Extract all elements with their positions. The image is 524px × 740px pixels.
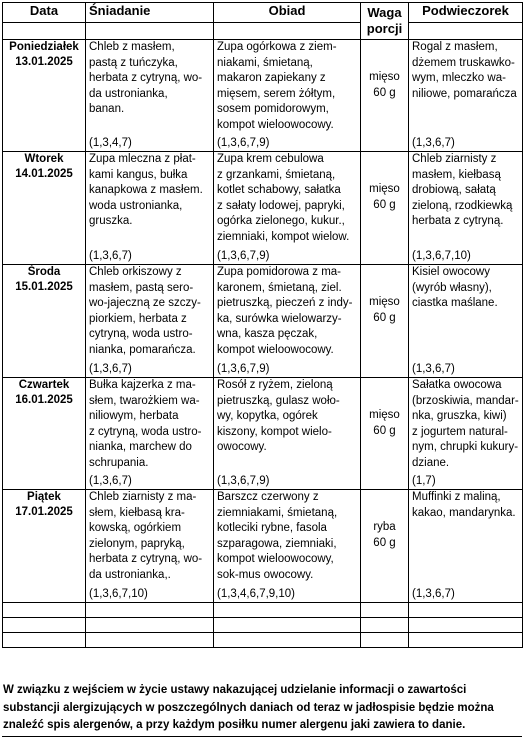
sniadanie-cell [86, 378, 214, 490]
podwieczorek-text: Rogal z masłem, dżemem truskawko- wym, mleczko wa- niliowe, pomarańcza [412, 41, 517, 100]
sniadanie-allergens: (1,3,6,7) [89, 362, 132, 375]
waga-value: mięso 60 g [369, 183, 400, 211]
podwieczorek-cell [409, 265, 523, 378]
empty-cell [361, 603, 409, 618]
empty-cell [3, 633, 86, 648]
waga-cell [361, 378, 409, 490]
header-waga-text: Waga porcji [366, 5, 403, 36]
empty-row [3, 618, 523, 633]
sniadanie-allergens: (1,3,6,7,10) [89, 587, 148, 600]
obiad-cell [214, 40, 361, 152]
obiad-cell [214, 490, 361, 603]
empty-cell [361, 633, 409, 648]
empty-cell [409, 618, 523, 633]
day-row [3, 40, 523, 152]
day-name: Wtorek [24, 153, 64, 165]
header-row-2 [3, 23, 523, 40]
empty-cell [361, 618, 409, 633]
empty-cell [86, 603, 214, 618]
day-cell [3, 40, 86, 152]
podwieczorek-text: Kisiel owocowy (wyrób własny), ciastka maślane. [412, 266, 498, 309]
empty-cell [214, 603, 361, 618]
waga-value: ryba 60 g [373, 521, 396, 549]
waga-value: mięso 60 g [369, 71, 400, 99]
obiad-cell [214, 265, 361, 378]
waga-cell [361, 40, 409, 152]
header-blank [3, 23, 86, 40]
header-row [3, 3, 523, 23]
day-row [3, 378, 523, 490]
day-date: 16.01.2025 [15, 394, 73, 406]
day-name: Piątek [27, 491, 61, 503]
podwieczorek-allergens: (1,3,6,7,10) [412, 249, 471, 262]
menu-table [2, 2, 523, 648]
podwieczorek-allergens: (1,7) [412, 474, 436, 487]
waga-cell [361, 265, 409, 378]
day-name: Czwartek [18, 379, 70, 391]
podwieczorek-allergens: (1,3,6,7) [412, 587, 455, 600]
day-row [3, 490, 523, 603]
podwieczorek-allergens: (1,3,6,7) [412, 362, 455, 375]
podwieczorek-cell [409, 152, 523, 265]
empty-cell [86, 618, 214, 633]
podwieczorek-text: Muffinki z maliną, kakao, mandarynka. [412, 491, 516, 519]
obiad-text: Zupa pomidorowa z ma- karonem, śmietaną, ziel. pietruszką, pieczeń z indy- ka, surówka wielowarzy- wna, kasza pęczak, kompot wieloowocowy. [217, 266, 353, 356]
obiad-allergens: (1,3,6,7,9) [217, 249, 270, 262]
day-cell [3, 265, 86, 378]
obiad-allergens: (1,3,6,7,9) [217, 362, 270, 375]
podwieczorek-allergens: (1,3,6,7) [412, 136, 455, 149]
empty-cell [214, 618, 361, 633]
waga-cell [361, 490, 409, 603]
day-date: 13.01.2025 [15, 56, 73, 68]
day-date: 14.01.2025 [15, 168, 73, 180]
sniadanie-allergens: (1,3,4,7) [89, 136, 132, 149]
obiad-allergens: (1,3,6,7,9) [217, 136, 270, 149]
header-sniadanie: Śniadanie [86, 3, 214, 23]
sniadanie-cell [86, 152, 214, 265]
header-obiad: Obiad [214, 3, 361, 23]
waga-value: mięso 60 g [369, 409, 400, 437]
day-cell [3, 378, 86, 490]
header-blank [214, 23, 361, 40]
sniadanie-allergens: (1,3,6,7) [89, 474, 132, 487]
header-podwieczorek: Podwieczorek [409, 3, 523, 23]
empty-cell [214, 633, 361, 648]
day-name: Poniedziałek [9, 41, 79, 53]
obiad-text: Barszcz czerwony z ziemniakami, śmietaną, kotleciki rybne, fasola szparagowa, ziemniaki, kompot wieloowocowy, sok-mus owocowy. [217, 491, 338, 581]
obiad-allergens: (1,3,6,7,9) [217, 474, 270, 487]
empty-cell [409, 633, 523, 648]
podwieczorek-cell [409, 40, 523, 152]
sniadanie-cell [86, 490, 214, 603]
day-name: Środa [27, 266, 61, 278]
empty-row [3, 603, 523, 618]
day-row [3, 265, 523, 378]
header-blank [409, 23, 523, 40]
header-blank [86, 23, 214, 40]
obiad-allergens: (1,3,4,6,7,9,10) [217, 587, 295, 600]
podwieczorek-text: Sałatka owocowa (brzoskiwia, mandar- nka, gruszka, kiwi) z jogurtem natural- nym, chrupki kukury- dziane. [412, 379, 519, 469]
obiad-text: Rosół z ryżem, zieloną pietruszką, gulasz woło- wy, kopytka, ogórek kiszony, kompot wielo- owocowy. [217, 379, 340, 453]
obiad-text: Zupa krem cebulowa z grzankami, śmietaną, kotlet schabowy, sałatka z sałaty lodowej, papryki, ogórka zielonego, kukur., ziemniaki, kompot wielow. [217, 153, 350, 243]
obiad-cell [214, 378, 361, 490]
empty-cell [3, 618, 86, 633]
bottom-divider [2, 736, 522, 737]
waga-cell [361, 152, 409, 265]
day-cell [3, 490, 86, 603]
header-data: Data [3, 3, 86, 23]
sniadanie-cell [86, 40, 214, 152]
waga-value: mięso 60 g [369, 296, 400, 324]
sniadanie-text: Zupa mleczna z płat- kami kangus, bułka kanapkowa z masłem. woda ustronianka, gruszka. [89, 153, 203, 227]
day-date: 17.01.2025 [15, 506, 73, 518]
sniadanie-allergens: (1,3,6,7) [89, 249, 132, 262]
day-date: 15.01.2025 [15, 281, 73, 293]
allergen-notice: W związku z wejściem w życie ustawy nakazującej udzielanie informacji o zawartości substancji alergizujących w poszczególnych daniach od teraz w jadłospisie będzie można znaleźć spis alergenów, a przy każdym posiłku numer alergenu jaki zawiera to danie. [3, 684, 494, 731]
obiad-cell [214, 152, 361, 265]
day-row [3, 152, 523, 265]
sniadanie-text: Bułka kajzerka z ma- słem, twarożkiem wa- niliowym, herbata z cytryną, woda ustro- nianka, marchew do schrupania. [89, 379, 202, 469]
sniadanie-text: Chleb z masłem, pastą z tuńczyka, herbata z cytryną, wo- da ustronianka, banan. [89, 41, 203, 115]
empty-cell [86, 633, 214, 648]
header-waga [361, 3, 409, 40]
empty-cell [3, 603, 86, 618]
obiad-text: Zupa ogórkowa z ziem- niakami, śmietaną, makaron zapiekany z mięsem, serem żółtym, sosem pomidorowym, kompot wieloowocowy. [217, 41, 337, 131]
podwieczorek-cell [409, 490, 523, 603]
sniadanie-text: Chleb ziarnisty z ma- słem, kiełbasą kra- kowską, ogórkiem zielonym, papryką, herbata z cytryną, wo- da ustronianka,. [89, 491, 203, 581]
podwieczorek-text: Chleb ziarnisty z masłem, kiełbasą drobiową, sałatą zieloną, rzodkiewką herbata z cytryną. [412, 153, 513, 227]
sniadanie-cell [86, 265, 214, 378]
empty-cell [409, 603, 523, 618]
sniadanie-text: Chleb orkiszowy z masłem, pastą sero- wo-jajeczną ze szczy- piorkiem, herbata z cytryną, woda ustro- nianka, pomarańcza. [89, 266, 201, 356]
podwieczorek-cell [409, 378, 523, 490]
day-cell [3, 152, 86, 265]
empty-row [3, 633, 523, 648]
